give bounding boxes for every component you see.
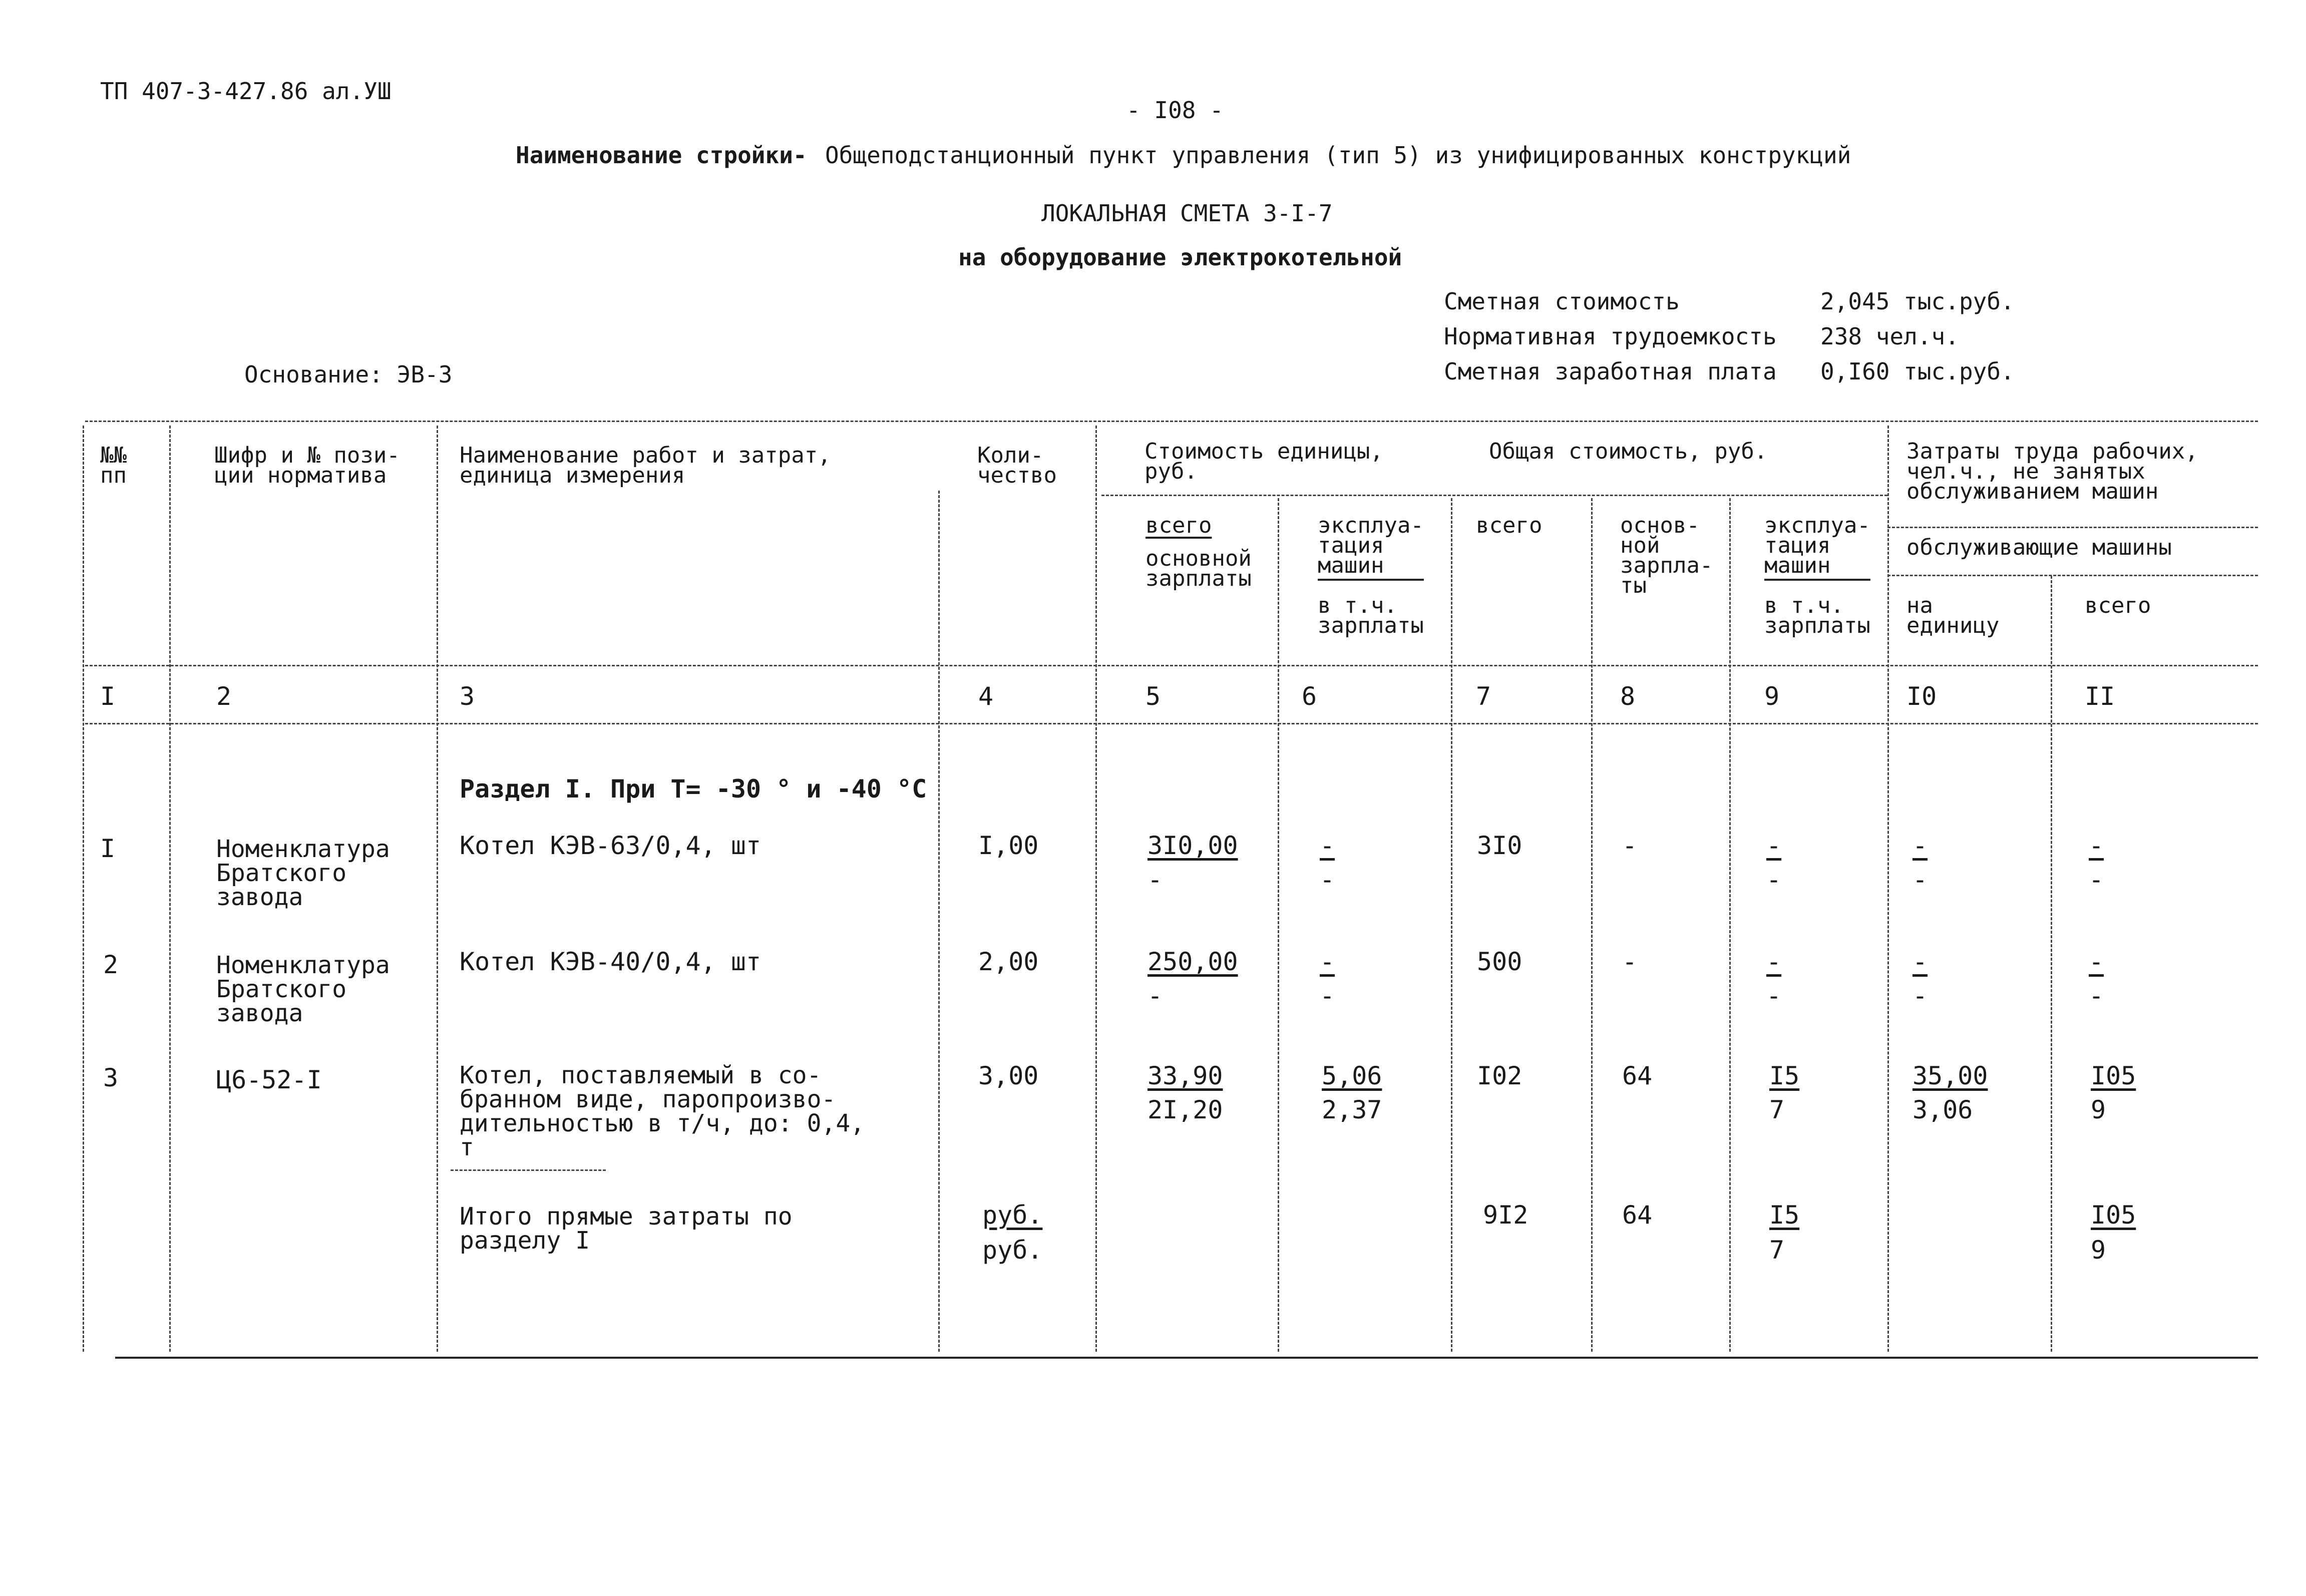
project-name: Общеподстанционный пункт управления (тип 5) из унифицированных конструкций (825, 142, 1851, 169)
total-machines-wages: 7 (1769, 1236, 1785, 1265)
estimate-subtitle: на оборудование электрокотельной (958, 244, 1402, 271)
row3-unit-total: 33,90 (1147, 1061, 1223, 1090)
header-unit-cost: Стоимость единицы, руб. (1144, 439, 1383, 484)
section-title: Раздел I. При Т= -30 ° и -40 °С (460, 774, 927, 804)
col-sep-4 (1095, 426, 1097, 1352)
row1-unit-wages: - (1147, 865, 1163, 894)
col-sep-3 (938, 491, 940, 1352)
row1-code: Номенклатура Братского завода (216, 835, 390, 911)
colnum-8: 8 (1620, 682, 1636, 711)
colnum-3: 3 (460, 682, 475, 711)
header-total-machines-wages: в т.ч. зарплаты (1764, 593, 1870, 638)
col-sep-1 (169, 426, 171, 1352)
row3-labor-unit: 35,00 (1912, 1061, 1988, 1090)
header-labor-total: всего (2085, 593, 2151, 618)
total-machines: I5 (1769, 1201, 1800, 1230)
row1-labor-unit: - (1912, 831, 1928, 860)
row3-labor-total: I05 (2091, 1061, 2136, 1090)
row1-unit-machines: - (1320, 831, 1335, 860)
colnum-9: 9 (1764, 682, 1780, 711)
header-unit-wages: основной зарплаты (1145, 546, 1252, 591)
row1-labor-total-b: - (2089, 865, 2104, 894)
row2-unit-machines: - (1320, 947, 1335, 976)
total-unit-a: руб. (982, 1201, 1043, 1230)
colnum-10: I0 (1906, 682, 1937, 711)
col-sep-8 (1729, 498, 1731, 1352)
col-sep-2 (437, 426, 438, 1352)
row1-qty: I,00 (978, 831, 1039, 860)
summary-label-wages: Сметная заработная плата (1444, 358, 1777, 385)
header-quantity: Коли- чество (977, 443, 1057, 488)
row2-labor-unit: - (1912, 947, 1928, 976)
header-code: Шифр и № пози- ции норматива (214, 443, 400, 488)
row3-unit-machines-wages: 2,37 (1322, 1095, 1382, 1124)
row2-qty: 2,00 (978, 947, 1039, 976)
colnum-7: 7 (1476, 682, 1491, 711)
row3-total-machines-wages: 7 (1769, 1095, 1785, 1124)
row3-total-wages: 64 (1622, 1061, 1653, 1090)
header-total-cost: Общая стоимость, руб. (1489, 439, 1768, 464)
colnum-2: 2 (216, 682, 232, 711)
row3-code: Ц6-52-I (216, 1065, 322, 1094)
header-bottom-rule (85, 665, 2258, 666)
table-top-rule (85, 421, 2258, 422)
row2-unit-machines-wages: - (1320, 981, 1335, 1010)
summary-value-cost: 2,045 тыс.руб. (1820, 288, 2015, 315)
header-machines: обслуживающие машины (1906, 535, 2172, 560)
colnum-6: 6 (1302, 682, 1317, 711)
row3-short-rule (451, 1169, 606, 1171)
basis: Основание: ЭВ-3 (244, 361, 453, 388)
row3-labor-total-b: 9 (2091, 1095, 2106, 1124)
colnum-4: 4 (978, 682, 994, 711)
col-sep-6 (1451, 498, 1452, 1352)
labor-group-rule (1887, 527, 2258, 528)
row3-num: 3 (103, 1063, 119, 1092)
header-labor: Затраты труда рабочих, чел.ч., не занятых обслуживанием машин (1906, 439, 2198, 504)
row3-total: I02 (1477, 1061, 1522, 1090)
row2-unit-total: 250,00 (1147, 947, 1238, 976)
row2-total-machines-wages: - (1766, 981, 1782, 1010)
summary-label-labor: Нормативная трудоемкость (1444, 323, 1777, 350)
col-sep-10 (2051, 576, 2052, 1352)
total-cost: 9I2 (1483, 1201, 1528, 1230)
col-sep-7 (1591, 498, 1593, 1352)
col-sep-5 (1278, 498, 1279, 1352)
row3-name: Котел, поставляемый в со- бранном виде, паропроизво- дительностью в т/ч, до: 0,4, т (460, 1061, 865, 1161)
row1-total-machines-wages: - (1766, 865, 1782, 894)
row1-unit-total: 3I0,00 (1147, 831, 1238, 860)
col-sep-left (83, 426, 84, 1352)
row2-labor-total: - (2089, 947, 2104, 976)
col-sep-9 (1887, 426, 1889, 1352)
row2-total-wages: - (1622, 947, 1638, 976)
header-total-all: всего (1476, 513, 1543, 538)
row3-total-machines: I5 (1769, 1061, 1800, 1090)
row1-total-machines: - (1766, 831, 1782, 860)
summary-value-wages: 0,I60 тыс.руб. (1820, 358, 2015, 385)
summary-label-cost: Сметная стоимость (1444, 288, 1680, 315)
row2-num: 2 (103, 950, 119, 979)
header-unit-machines: эксплуа- тация машин (1318, 516, 1424, 581)
row2-code: Номенклатура Братского завода (216, 951, 390, 1027)
summary-value-labor: 238 чел.ч. (1820, 323, 1959, 350)
total-unit-b: руб. (982, 1236, 1043, 1265)
colnum-1: I (100, 682, 116, 711)
row1-labor-unit-b: - (1912, 865, 1928, 894)
total-wages: 64 (1622, 1201, 1653, 1230)
row2-total: 500 (1477, 947, 1522, 976)
document-code: ТП 407-3-427.86 ал.УШ (100, 78, 392, 105)
row3-qty: 3,00 (978, 1061, 1039, 1090)
table-bottom-rule (115, 1357, 2258, 1359)
header-per-unit: на единицу (1906, 593, 2000, 638)
machines-group-rule (1887, 575, 2258, 576)
row2-unit-wages: - (1147, 981, 1163, 1010)
header-num: №№ пп (100, 443, 127, 488)
row1-unit-machines-wages: - (1320, 865, 1335, 894)
header-unit-machines-wages: в т.ч. зарплаты (1318, 593, 1424, 638)
colnum-5: 5 (1145, 682, 1161, 711)
row3-unit-machines: 5,06 (1322, 1061, 1382, 1090)
page-number: - I08 - (1126, 97, 1224, 124)
header-total-machines: эксплуа- тация машин (1764, 516, 1870, 581)
header-unit-total: всего (1145, 513, 1212, 538)
row3-labor-unit-b: 3,06 (1912, 1095, 1973, 1124)
row2-labor-total-b: - (2089, 981, 2104, 1010)
row1-name: Котел КЭВ-63/0,4, шт (460, 831, 761, 860)
header-total-wages: основ- ной зарпла- ты (1620, 513, 1713, 598)
row2-labor-unit-b: - (1912, 981, 1928, 1010)
row1-num: I (100, 834, 116, 863)
project-label: Наименование стройки- (516, 142, 807, 169)
row1-labor-total: - (2089, 831, 2104, 860)
cost-group-rule (1101, 495, 1887, 496)
estimate-title: ЛОКАЛЬНАЯ СМЕТА 3-I-7 (1041, 200, 1333, 227)
row3-unit-wages: 2I,20 (1147, 1095, 1223, 1124)
total-labor: I05 (2091, 1201, 2136, 1230)
header-name: Наименование работ и затрат, единица измерения (460, 443, 831, 488)
colnum-bottom-rule (85, 723, 2258, 724)
row2-total-machines: - (1766, 947, 1782, 976)
row1-total: 3I0 (1477, 831, 1522, 860)
colnum-11: II (2085, 682, 2115, 711)
total-labor-b: 9 (2091, 1236, 2106, 1265)
row1-total-wages: - (1622, 831, 1638, 860)
total-name: Итого прямые затраты по разделу I (460, 1203, 793, 1255)
row2-name: Котел КЭВ-40/0,4, шт (460, 947, 761, 976)
